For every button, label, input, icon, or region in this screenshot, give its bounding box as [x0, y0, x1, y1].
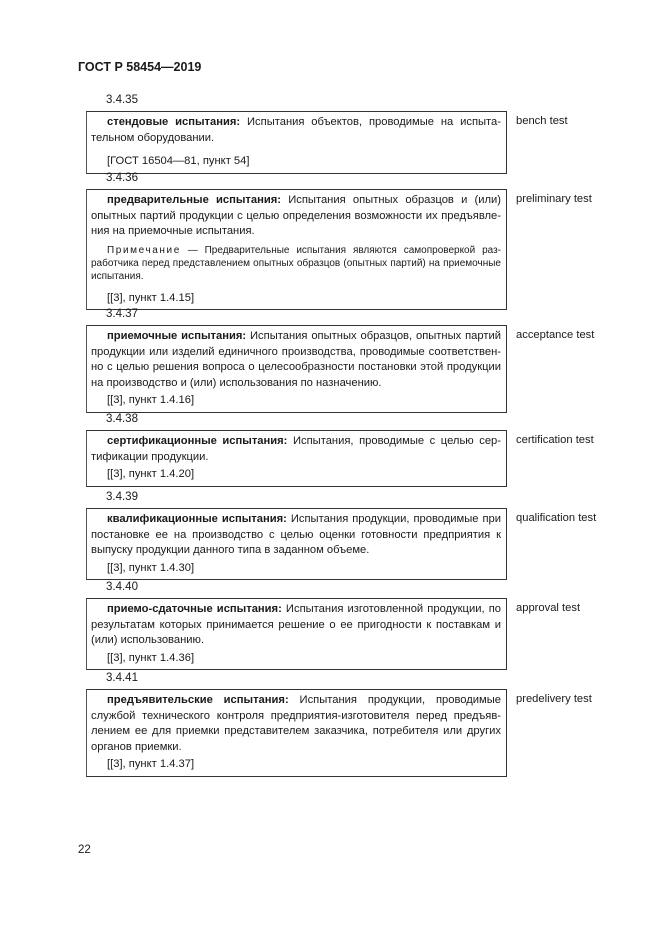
term-number: 3.4.37 [106, 308, 138, 320]
definition-text [91, 602, 501, 649]
english-equivalent: bench test [516, 115, 568, 127]
definition-text [91, 329, 501, 391]
definition-text [91, 434, 501, 465]
term-row [86, 508, 613, 580]
term-source: [[3], пункт 1.4.15] [107, 291, 195, 304]
term-number: 3.4.41 [106, 672, 138, 684]
definition-box [86, 111, 507, 174]
definition-box [86, 689, 507, 777]
term-row [86, 430, 613, 487]
term-name: приемо-сдаточные испытания: [107, 603, 282, 615]
english-equivalent: certification test [516, 434, 594, 446]
term-number: 3.4.35 [106, 94, 138, 106]
english-equivalent: acceptance test [516, 329, 595, 341]
definition-box [86, 189, 507, 310]
term-source: [[3], пункт 1.4.30] [107, 561, 195, 574]
note-label: Примечание [107, 244, 181, 256]
term-entry [86, 490, 613, 580]
term-source: [[3], пункт 1.4.20] [107, 468, 195, 480]
definition-box [86, 430, 507, 487]
term-entry [86, 412, 613, 487]
definition-body: Испытания изготовленной продукции, по результатам которых принимается решение о ее пригодности к поставкам и (или) использованию. [91, 603, 501, 646]
definition-note [91, 244, 501, 283]
term-entry [86, 171, 613, 310]
term-row [86, 189, 613, 310]
english-equivalent: preliminary test [516, 193, 592, 205]
term-source: [[3], пункт 1.4.16] [107, 394, 195, 406]
term-number: 3.4.39 [106, 491, 138, 503]
term-source: [[3], пункт 1.4.36] [107, 651, 195, 664]
term-row [86, 111, 613, 174]
definition-box [86, 598, 507, 670]
term-name: предварительные испытания: [107, 194, 282, 206]
term-entry [86, 580, 613, 670]
definition-body: Испытания объектов, проводимые на испыта-тельном оборудовании. [91, 116, 501, 144]
definition-box [86, 508, 507, 580]
english-equivalent: qualification test [516, 512, 597, 524]
page-number: 22 [78, 844, 91, 856]
definition-text [91, 115, 501, 146]
term-source: [ГОСТ 16504—81, пункт 54] [107, 155, 250, 167]
definition-body: Испытания продукции, проводимые службой технического контроля предприятия-изготовителя перед предъяв-лением ее для приемки представителем заказчика, потребителя или других органов приемки. [91, 694, 501, 753]
term-entry [86, 93, 613, 174]
term-row [86, 325, 613, 413]
term-entry [86, 307, 613, 413]
definition-body: Испытания продукции, проводимые при постановке ее на производство с целью оценки готовности предприятия к выпуску продукции данного типа в заданном объеме. [91, 513, 502, 556]
definition-body: Испытания опытных образцов, опытных партий продукции или изделий единичного производства, проводимые соответствен-но с целью решения вопроса о целесообразности постановки этой продукции на производство и (или) использования по назначению. [91, 330, 501, 389]
term-row [86, 689, 613, 777]
term-entry [86, 671, 613, 777]
definition-text [91, 193, 501, 240]
definition-body: Испытания, проводимые с целью сер-тификации продукции. [91, 435, 502, 463]
term-name: стендовые испытания: [107, 116, 241, 128]
term-number: 3.4.40 [106, 581, 138, 593]
definition-box [86, 325, 507, 413]
term-source: [[3], пункт 1.4.37] [107, 758, 195, 770]
definition-text [91, 693, 501, 755]
term-name: предъявительские испытания: [107, 694, 289, 706]
term-name: приемочные испытания: [107, 330, 247, 342]
term-number: 3.4.38 [106, 413, 138, 425]
term-number: 3.4.36 [106, 172, 138, 184]
english-equivalent: predelivery test [516, 693, 592, 705]
document-header: ГОСТ Р 58454—2019 [78, 60, 202, 74]
note-text: — Предварительные испытания являются самопроверкой раз-работчика перед представлением опытных образцов (опытных партий) на приемочные испытания. [91, 244, 501, 282]
term-name: сертификационные испытания: [107, 435, 288, 447]
term-name: квалификационные испытания: [107, 513, 287, 525]
definition-body: Испытания опытных образцов и (или) опытных партий продукции с целью определения возможности их предъявле-ния на приемочные испытания. [91, 194, 502, 237]
english-equivalent: approval test [516, 602, 581, 614]
term-row [86, 598, 613, 670]
definition-text [91, 512, 501, 559]
